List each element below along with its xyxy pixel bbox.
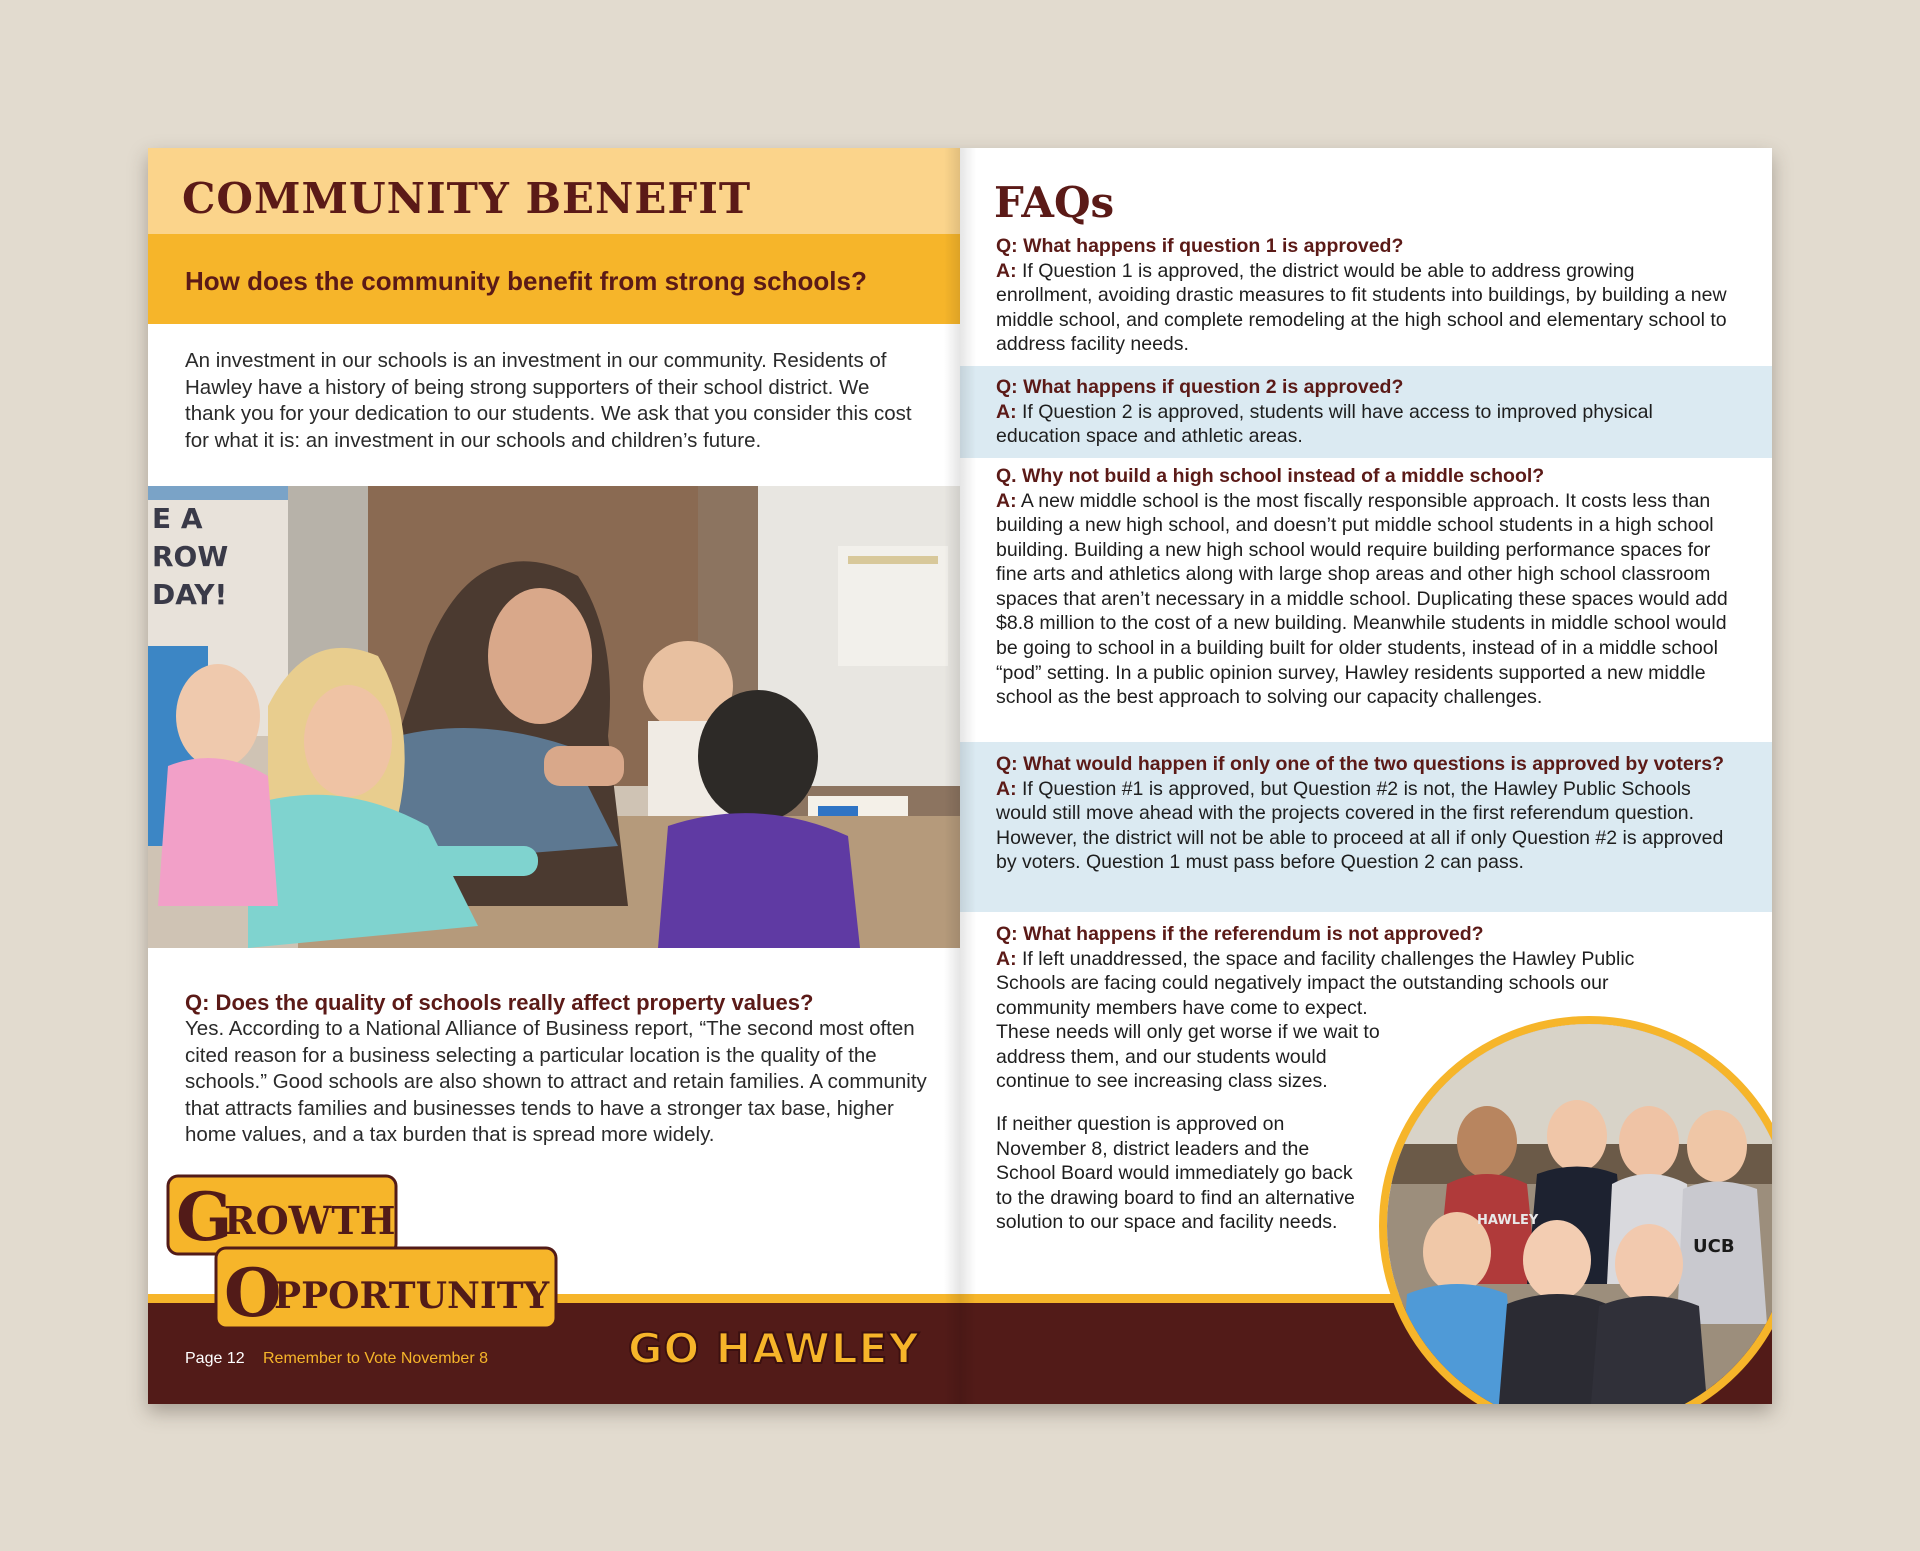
faq-title: FAQs: [994, 178, 1115, 227]
photo-shirt-text-1: HAWLEY: [1477, 1213, 1539, 1228]
left-page-number: Page 12: [185, 1350, 245, 1367]
faq-answer: A: If left unaddressed, the space and facility challenges the Hawley Public Schools are facing could negatively impact the outstanding schools our community members have come to expect. These needs will only get worse if we wait to address them, and our students would continue to see increasing class sizes. If neither question is approved on November 8, district leaders and the School Board would immediately go back to the drawing board to find an alternative solution to our space and facility needs.: [996, 947, 1635, 1234]
logo-initial-g: G: [176, 1178, 233, 1256]
photo-shirt-text-2: UCB: [1693, 1236, 1735, 1257]
right-page: [960, 148, 1772, 1404]
intro-paragraph: An investment in our schools is an investment in our community. Residents of Hawley have a history of being strong supporters of their school district. We thank you for your dedication to our students. We ask that you consider this cost for what it is: an investment in our schools and children’s future.: [185, 349, 912, 452]
logo-word-rowth: ROWTH: [224, 1198, 396, 1243]
page-title: COMMUNITY BENEFIT: [182, 174, 752, 223]
go-hawley-slogan: GO HAWLEY: [628, 1324, 920, 1373]
faq-question: Q. Why not build a high school instead of a middle school?: [996, 465, 1545, 487]
logo-word-pportunity: PPORTUNITY: [274, 1275, 550, 1317]
photo-wall-text-2: ROW: [152, 540, 229, 573]
faq-answer: A: If Question 1 is approved, the district would be able to address growing enrollment, avoiding drastic measures to fit students into buildings, by building a new middle school, and complete remodeling at the high school and elementary school to address facility needs.: [996, 259, 1727, 356]
faq-question: Q: What happens if the referendum is not approved?: [996, 923, 1484, 945]
brochure-spread: [148, 148, 1772, 1404]
vote-reminder: Remember to Vote November 8: [263, 1350, 488, 1367]
faq-answer: A: If Question #1 is approved, but Question #2 is not, the Hawley Public Schools would still move ahead with the projects covered in the first referendum question. However, the district will not be able to proceed at all if only Question #2 is approved by voters. Question 1 must pass before Question 2 can pass.: [996, 777, 1724, 874]
faq-answer: A: A new middle school is the most fiscally responsible approach. It costs less than building a new high school, and doesn’t put middle school students in a high school building. Building a new high school would require building performance spaces for fine arts and athletics along with large shop areas and other high school classroom spaces that aren’t necessary in a middle school. Duplicating these spaces would add $8.8 million to the cost of a new building. Meanwhile students in middle school would be going to school in a building built for older students, instead of in a middle school “pod” setting. In a public opinion survey, Hawley residents supported a new middle school as the best approach to solving our capacity challenges.: [996, 489, 1728, 709]
logo-initial-o: O: [224, 1254, 282, 1330]
faq-question: Q: What would happen if only one of the two questions is approved by voters?: [996, 753, 1725, 775]
growth-opportunity-logo: [166, 1174, 611, 1330]
photo-wall-text-1: E A: [152, 502, 203, 535]
faq-item-1: [960, 234, 1772, 357]
faq-question: Q: What happens if question 2 is approved?: [996, 376, 1404, 398]
faq-question: Q: What happens if question 1 is approved?: [996, 235, 1404, 257]
classroom-photo: [148, 486, 960, 948]
page-subtitle: How does the community benefit from strong schools?: [185, 266, 867, 296]
left-page: [148, 148, 960, 1404]
faq-item-4: [960, 742, 1772, 912]
property-values-question: Q: Does the quality of schools really affect property values?: [185, 990, 814, 1015]
faq-answer: A: If Question 2 is approved, students will have access to improved physical education space and athletic areas.: [996, 400, 1653, 448]
property-values-answer: Yes. According to a National Alliance of Business report, “The second most often cited reason for a business selecting a particular location is the quality of the schools.” Good schools are also shown to attract and retain families. A community that attracts families and businesses tends to have a stronger tax base, higher home values, and a tax burden that is spread more widely.: [185, 1017, 927, 1146]
faq-item-3: [960, 464, 1772, 710]
faq-item-2: [960, 366, 1772, 458]
photo-wall-text-3: DAY!: [152, 578, 228, 611]
